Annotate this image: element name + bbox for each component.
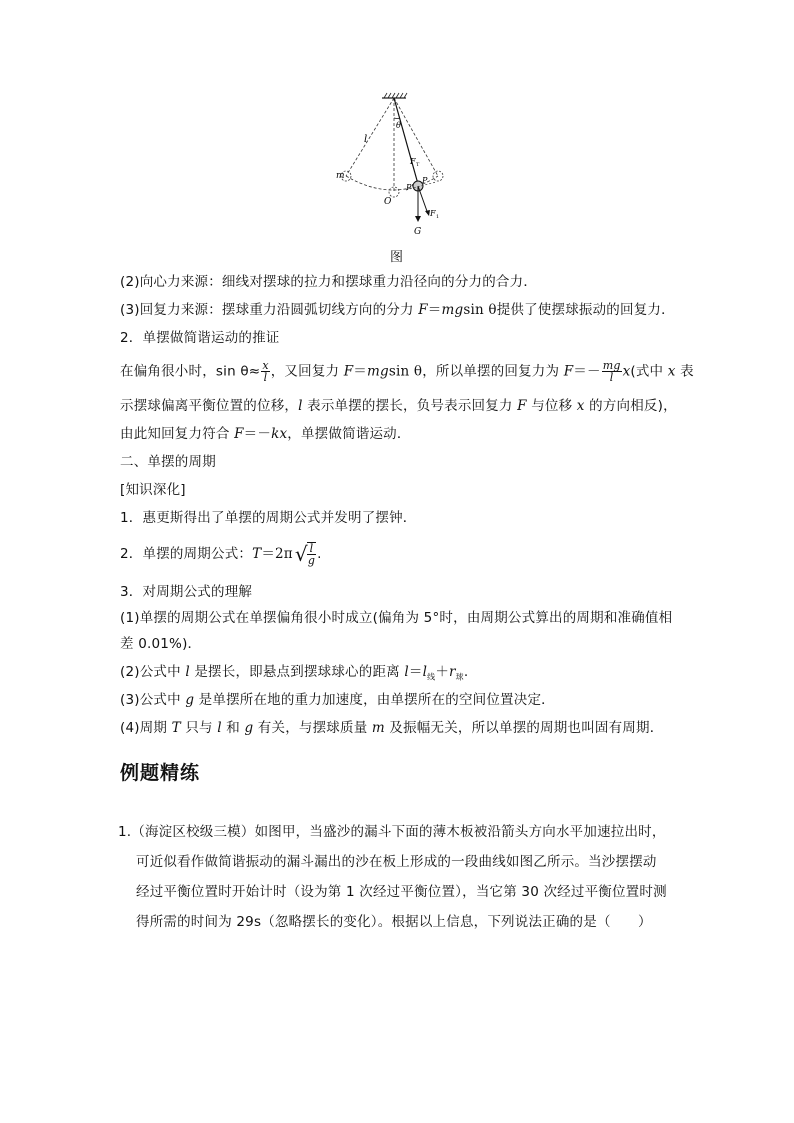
text-span: 表示单摆的摆长，负号表示回复力: [302, 398, 518, 414]
frac-den: g: [307, 554, 316, 567]
var-F: F: [517, 398, 527, 414]
var-F: F: [343, 363, 354, 380]
var-mg: mg: [441, 302, 464, 318]
text-line-small-angle: [120, 360, 694, 383]
text-span: 是单摆所在地的重力加速度，由单摆所在的空间位置决定．: [194, 692, 555, 708]
text-line-gravity: [120, 690, 555, 710]
var-g: g: [185, 692, 195, 708]
text-line-centripetal: (2)向心力来源：细线对摆球的拉力和摆球重力沿径向的分力的合力．: [120, 274, 538, 290]
text-span: ＝: [427, 302, 442, 318]
text-span: (3)公式中: [120, 692, 186, 708]
subscript: 球: [455, 672, 464, 682]
heading-period: 二、单摆的周期: [120, 454, 216, 470]
question-line-2: 可近似看作做简谐振动的漏斗漏出的沙在板上形成的一段曲线如图乙所示。当沙摆摆动: [136, 854, 657, 870]
subscript: 线: [427, 672, 436, 682]
var-l: l: [404, 664, 409, 680]
var-x: x: [622, 363, 631, 380]
text-span: 有关，与摆球质量: [253, 720, 372, 736]
label-theta: θ: [396, 121, 401, 130]
pendulum-diagram: [330, 92, 460, 240]
var-x: x: [576, 398, 585, 414]
question-line-3: 经过平衡位置时开始计时（设为第 1 次经过平衡位置），当它第 30 次经过平衡位置时测: [136, 884, 667, 900]
text-span: (式中: [630, 363, 668, 380]
text-span: ＝2π: [261, 546, 293, 562]
text-span: ＝－: [243, 426, 272, 442]
text-span: 是摆长，即悬点到摆球球心的距离: [189, 664, 405, 680]
text-line-huygens: 1．惠更斯得出了单摆的周期公式并发明了摆钟．: [120, 510, 417, 526]
radical-sign: √: [294, 542, 308, 566]
text-line-error: 差 0.01%)．: [120, 636, 202, 652]
var-F: F: [418, 302, 428, 318]
label-G: G: [414, 227, 422, 237]
text-span: ＝: [408, 664, 423, 680]
label-m: m: [336, 171, 345, 181]
var-kx: kx: [271, 426, 288, 442]
text-span: ＝: [353, 363, 367, 380]
question-line-4: 得所需的时间为 29s（忽略摆长的变化）。根据以上信息，下列说法正确的是（ ）: [136, 914, 652, 930]
text-line-conclusion: [120, 424, 411, 444]
text-span: .: [463, 664, 469, 680]
text-line-natural-period: [120, 718, 663, 738]
var-g: g: [244, 720, 254, 736]
text-line-small-angle-valid: (1)单摆的周期公式在单摆偏角很小时成立(偏角为 5°时，由周期公式算出的周期和准确值相: [120, 610, 673, 626]
text-span: 表: [675, 363, 694, 380]
text-span: 由此知回复力符合: [120, 426, 235, 442]
text-span: .: [317, 546, 322, 562]
fraction-x-over-l: [261, 360, 269, 383]
heading-understanding: 3．对周期公式的理解: [120, 584, 253, 600]
text-span: 和: [221, 720, 245, 736]
var-m: m: [371, 720, 385, 736]
text-span: 示摆球偏离平衡位置的位移，: [120, 398, 299, 414]
text-span: (3)回复力来源：摆球重力沿圆弧切线方向的分力: [120, 302, 419, 318]
text-span: 2．单摆的周期公式：: [120, 546, 253, 562]
pendulum-figure: [330, 92, 460, 240]
label-FT: F: [410, 157, 416, 166]
fraction-l-over-g: [307, 542, 316, 566]
text-span: 的方向相反)，: [584, 398, 677, 414]
var-l: l: [217, 720, 222, 736]
label-FT-sub: T: [416, 162, 420, 168]
var-T: T: [171, 720, 181, 736]
frac-den: l: [263, 371, 268, 384]
frac-num: x: [262, 359, 269, 372]
var-T: T: [252, 546, 262, 562]
label-P: P: [422, 176, 428, 185]
figure-caption: 图: [390, 250, 404, 265]
text-span: sin θ: [463, 302, 497, 318]
frac-num: l: [307, 543, 316, 555]
sqrt-l-over-g: [295, 542, 317, 566]
var-l: l: [185, 664, 190, 680]
fraction-mg-over-l: [602, 360, 622, 383]
text-span: (4)周期: [120, 720, 172, 736]
text-span: ，单摆做简谐运动．: [287, 426, 411, 442]
label-F1: F: [430, 209, 436, 218]
text-line-length: [120, 662, 468, 688]
text-span: ，又回复力: [270, 363, 344, 380]
text-span: 及振幅无关，所以单摆的周期也叫固有周期．: [384, 720, 664, 736]
text-line-displacement: [120, 396, 677, 416]
text-span: (2)公式中: [120, 664, 186, 680]
var-l: l: [298, 398, 303, 414]
question-line-1: 1.（海淀区校级三模）如图甲，当盛沙的漏斗下面的薄木板被沿箭头方向水平加速拉出时，: [118, 824, 666, 840]
heading-knowledge: [知识深化]: [120, 482, 186, 498]
frac-num: mg: [602, 359, 621, 372]
label-O: O: [384, 197, 392, 207]
text-span: ＋: [435, 664, 450, 680]
text-line-period-formula: [120, 542, 322, 566]
text-line-restoring: [120, 300, 675, 320]
frac-den: l: [609, 371, 614, 384]
var-F: F: [234, 426, 244, 442]
text-span: 只与: [180, 720, 218, 736]
text-span: 在偏角很小时，sin θ≈: [120, 363, 261, 380]
var-x: x: [667, 363, 676, 380]
var-l: l: [422, 664, 428, 680]
label-P-prime: P': [406, 183, 414, 192]
text-span: 与位移: [526, 398, 577, 414]
label-l: l: [364, 134, 368, 145]
text-span: sin θ，所以单摆的回复力为: [388, 363, 564, 380]
heading-derivation: 2．单摆做简谐运动的推证: [120, 330, 280, 346]
text-span: ＝－: [573, 363, 601, 380]
var-F: F: [563, 363, 574, 380]
label-F1-sub: 1: [436, 214, 440, 220]
text-span: 提供了使摆球振动的回复力．: [496, 302, 675, 318]
var-r: r: [449, 664, 456, 680]
section-title: 例题精练: [120, 762, 201, 784]
var-mg: mg: [367, 363, 389, 380]
